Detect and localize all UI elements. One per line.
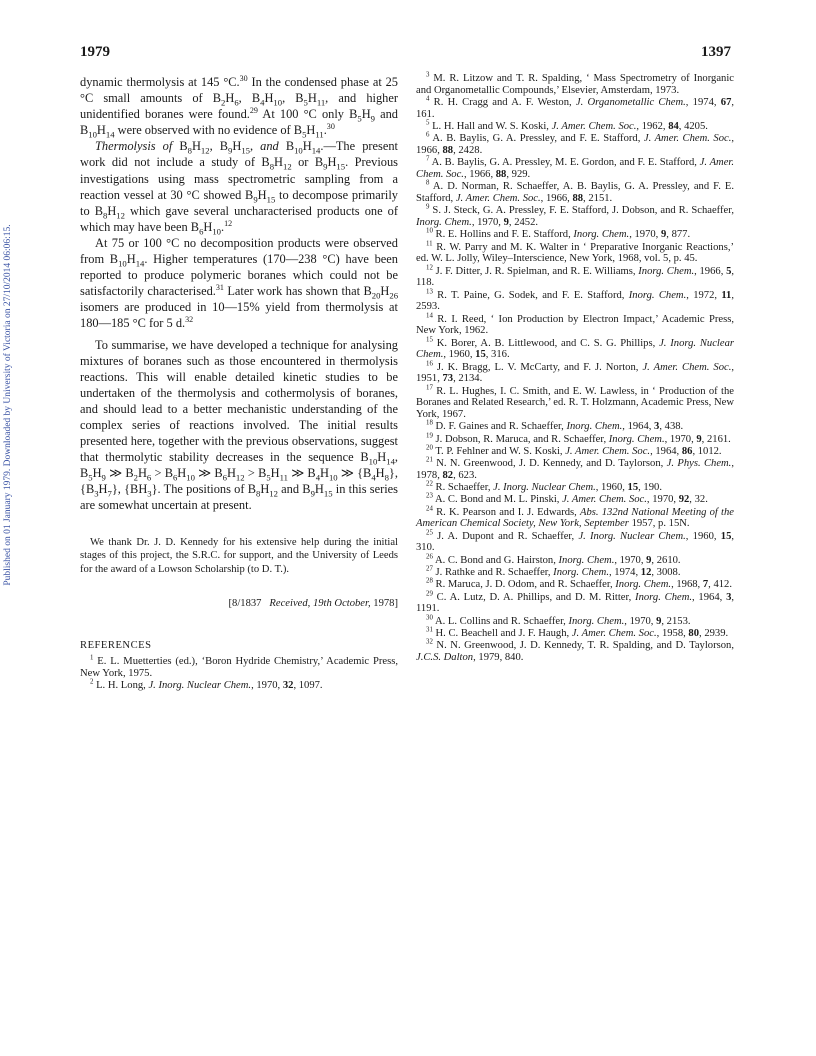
reference-item: $^6$ A. B. Baylis, G. A. Pressley, and F. E. Stafford, J. Amer. Chem. Soc., 1966, 88, 2428.	[416, 131, 734, 156]
body-paragraph-summary: To summarise, we have developed a technique for analysing mixtures of boranes such as those encountered in thermolysis reactions. This will enable detailed kinetic studies to be undertaken of the thermolysis and cothermolysis of boranes, and should lead to a better mechanistic understanding of the complex series of reactions involved. The initial results presented here, together with the previous observations, suggest that thermolytic stability decreases in the sequence $B_{10}H_{14}$, $B_5H_9$ ≫ $B_2H_6 > B_6H_{10}$ ≫ $B_6H_{12} > B_5H_{11}$ ≫ $B_4H_{10}$ ≫ $\{B_4H_8\}$, $\{B_3H_7\}$, $\{BH_3\}$. The positions of $B_8H_{12}$ and $B_9H_{15}$ in this series are somewhat uncertain at present.	[80, 337, 398, 513]
reference-item: $^{14}$ R. I. Reed, ‘ Ion Production by Electron Impact,’ Academic Press, New York, 1962.	[416, 312, 734, 337]
received-line: [8/1837 Received, 19th October, 1978]	[228, 598, 398, 609]
references-heading: REFERENCES	[80, 640, 152, 651]
reference-item: $^8$ A. D. Norman, R. Schaeffer, A. B. Baylis, G. A. Pressley, and F. E. Stafford, J. Amer. Chem. Soc., 1966, 88, 2151.	[416, 179, 734, 204]
reference-item: $^{11}$ R. W. Parry and M. K. Walter in ‘ Preparative Inorganic Reactions,’ ed. W. L. Jolly, Wiley–Interscience, New York, 1968, vol. 5, p. 45.	[416, 240, 734, 265]
reference-item: $^{30}$ A. L. Collins and R. Schaeffer, Inorg. Chem., 1970, 9, 2153.	[426, 614, 691, 627]
body-text	[80, 74, 398, 514]
reference-item: $^9$ S. J. Steck, G. A. Pressley, F. E. Stafford, J. Dobson, and R. Schaeffer, Inorg. Chem., 1970, 9, 2452.	[416, 203, 734, 228]
header-year: 1979	[80, 44, 110, 60]
download-notice-text[interactable]: Published on 01 January 1979. Downloaded by University of Victoria on 27/10/2014 06:06:15.	[3, 224, 13, 586]
reference-item: $^{31}$ H. C. Beachell and J. F. Haugh, J. Amer. Chem. Soc., 1958, 80, 2939.	[426, 626, 729, 639]
reference-item: $^{20}$ T. P. Fehlner and W. S. Koski, J. Amer. Chem. Soc., 1964, 86, 1012.	[426, 444, 722, 457]
acknowledgement	[80, 536, 398, 576]
reference-item: $^3$ M. R. Litzow and T. R. Spalding, ‘ Mass Spectrometry of Inorganic and Organometallic Compounds,’ Elsevier, Amsterdam, 1973.	[416, 71, 734, 96]
reference-item: $^{18}$ D. F. Gaines and R. Schaeffer, Inorg. Chem., 1964, 3, 438.	[426, 419, 684, 433]
body-paragraph-thermolysis: Thermolysis of $B_8H_{12}$, $B_9H_{15}$, and $B_{10}H_{14}.—The$ present work did not include a study of $B_8H_{12}$ or $B_9H_{15}$. Previous investigations using mass spectrometric sampling from a reaction vessel at 30 °C showed $B_9H_{15}$ to decompose primarily to $B_8H_{12}$ which gave several uncharacterised products one of which may have been $B_6H_{10}.^{12}$	[80, 139, 398, 237]
reference-item: $^4$ R. H. Cragg and A. F. Weston, J. Organometallic Chem., 1974, 67, 161.	[416, 95, 735, 120]
reference-item: $^5$ L. H. Hall and W. S. Koski, J. Amer. Chem. Soc., 1962, 84, 4205.	[426, 119, 708, 132]
reference-item: $^{10}$ R. E. Hollins and F. E. Stafford, Inorg. Chem., 1970, 9, 877.	[426, 227, 691, 241]
reference-item: $^{26}$ A. C. Bond and G. Hairston, Inorg. Chem., 1970, 9, 2610.	[426, 553, 681, 566]
reference-item: $^{15}$ K. Borer, A. B. Littlewood, and C. S. G. Phillips, J. Inorg. Nuclear Chem., 1960, 15, 316.	[416, 336, 734, 361]
reference-item: $^{22}$ R. Schaeffer, J. Inorg. Nuclear Chem., 1960, 15, 190.	[426, 480, 662, 494]
reference-item: $^1$ E. L. Muetterties (ed.), ‘Boron Hydride Chemistry,’ Academic Press, New York, 1975.	[80, 654, 398, 679]
reference-item: $^{28}$ R. Maruca, J. D. Odom, and R. Schaeffer, Inorg. Chem., 1968, 7, 412.	[426, 577, 732, 591]
body-paragraph-decaborane: At 75 or 100 °C no decomposition products were observed from $B_{10}H_{14}$. Higher temperatures (170—238 °C) have been reported to produce polymeric boranes which could not be satisfactorily characterised.$^{31}$ Later work has shown that $B_{20}H_{26}$ isomers are produced in 10—15% yield from thermolysis at 180—185 °C for 5 d.$^{32}$	[80, 235, 399, 331]
reference-item: $^{13}$ R. T. Paine, G. Sodek, and F. E. Stafford, Inorg. Chem., 1972, 11, 2593.	[416, 288, 735, 313]
reference-item: $^2$ L. H. Long, J. Inorg. Nuclear Chem., 1970, 32, 1097.	[90, 678, 323, 691]
header-page-number: 1397	[701, 44, 731, 60]
references-left-column	[80, 656, 398, 692]
reference-item: $^{27}$ J. Rathke and R. Schaeffer, Inorg. Chem., 1974, 12, 3008.	[426, 565, 681, 579]
reference-item: $^{24}$ R. K. Pearson and I. J. Edwards, Abs. 132nd National Meeting of the American Chemical Society, New York, September 1957, p. 15N.	[416, 505, 734, 530]
references-right-column	[416, 73, 734, 664]
reference-item: $^{17}$ R. L. Hughes, I. C. Smith, and E. W. Lawless, in ‘ Production of the Boranes and Related Research,’ ed. R. T. Holzmann, Academic Press, New York, 1967.	[416, 384, 734, 420]
reference-item: $^{12}$ J. F. Ditter, J. R. Spielman, and R. E. Williams, Inorg. Chem., 1966, 5, 118.	[416, 264, 735, 289]
body-paragraph-1: dynamic thermolysis at 145 °C.$^{30}$ In the condensed phase at 25 °C small amounts of $B_2H_6$, $B_4H_{10}$, $B_5H_{11}$, and higher unidentified boranes were found.$^{29}$ At 100 °C only $B_5H_9$ and $B_{10}H_{14}$ were observed with no evidence of $B_5H_{11}.^{30}$	[80, 73, 399, 140]
reference-item: $^{25}$ J. A. Dupont and R. Schaeffer, J. Inorg. Nuclear Chem., 1960, 15, 310.	[416, 529, 735, 554]
reference-item: $^{32}$ N. N. Greenwood, J. D. Kennedy, T. R. Spalding, and D. Taylorson, J.C.S. Dalton, 1979, 840.	[416, 638, 734, 663]
reference-item: $^{16}$ J. K. Bragg, L. V. McCarty, and F. J. Norton, J. Amer. Chem. Soc., 1951, 73, 2134.	[416, 360, 734, 385]
reference-item: $^{29}$ C. A. Lutz, D. A. Phillips, and D. M. Ritter, Inorg. Chem., 1964, 3, 1191.	[416, 590, 735, 615]
acknowledgement-text: We thank Dr. J. D. Kennedy for his extensive help during the initial stages of this project, the S.R.C. for support, and the University of Leeds for the award of a Lowson Scholarship (to D. T.).	[80, 537, 398, 575]
reference-item: $^7$ A. B. Baylis, G. A. Pressley, M. E. Gordon, and F. E. Stafford, J. Amer. Chem. Soc., 1966, 88, 929.	[416, 155, 734, 180]
download-notice-sidebar	[1, 160, 15, 650]
reference-item: $^{19}$ J. Dobson, R. Maruca, and R. Schaeffer, Inorg. Chem., 1970, 9, 2161.	[426, 432, 731, 445]
reference-item: $^{21}$ N. N. Greenwood, J. D. Kennedy, and D. Taylorson, J. Phys. Chem., 1978, 82, 623.	[416, 456, 734, 481]
reference-item: $^{23}$ A. C. Bond and M. L. Pinski, J. Amer. Chem. Soc., 1970, 92, 32.	[426, 492, 708, 506]
